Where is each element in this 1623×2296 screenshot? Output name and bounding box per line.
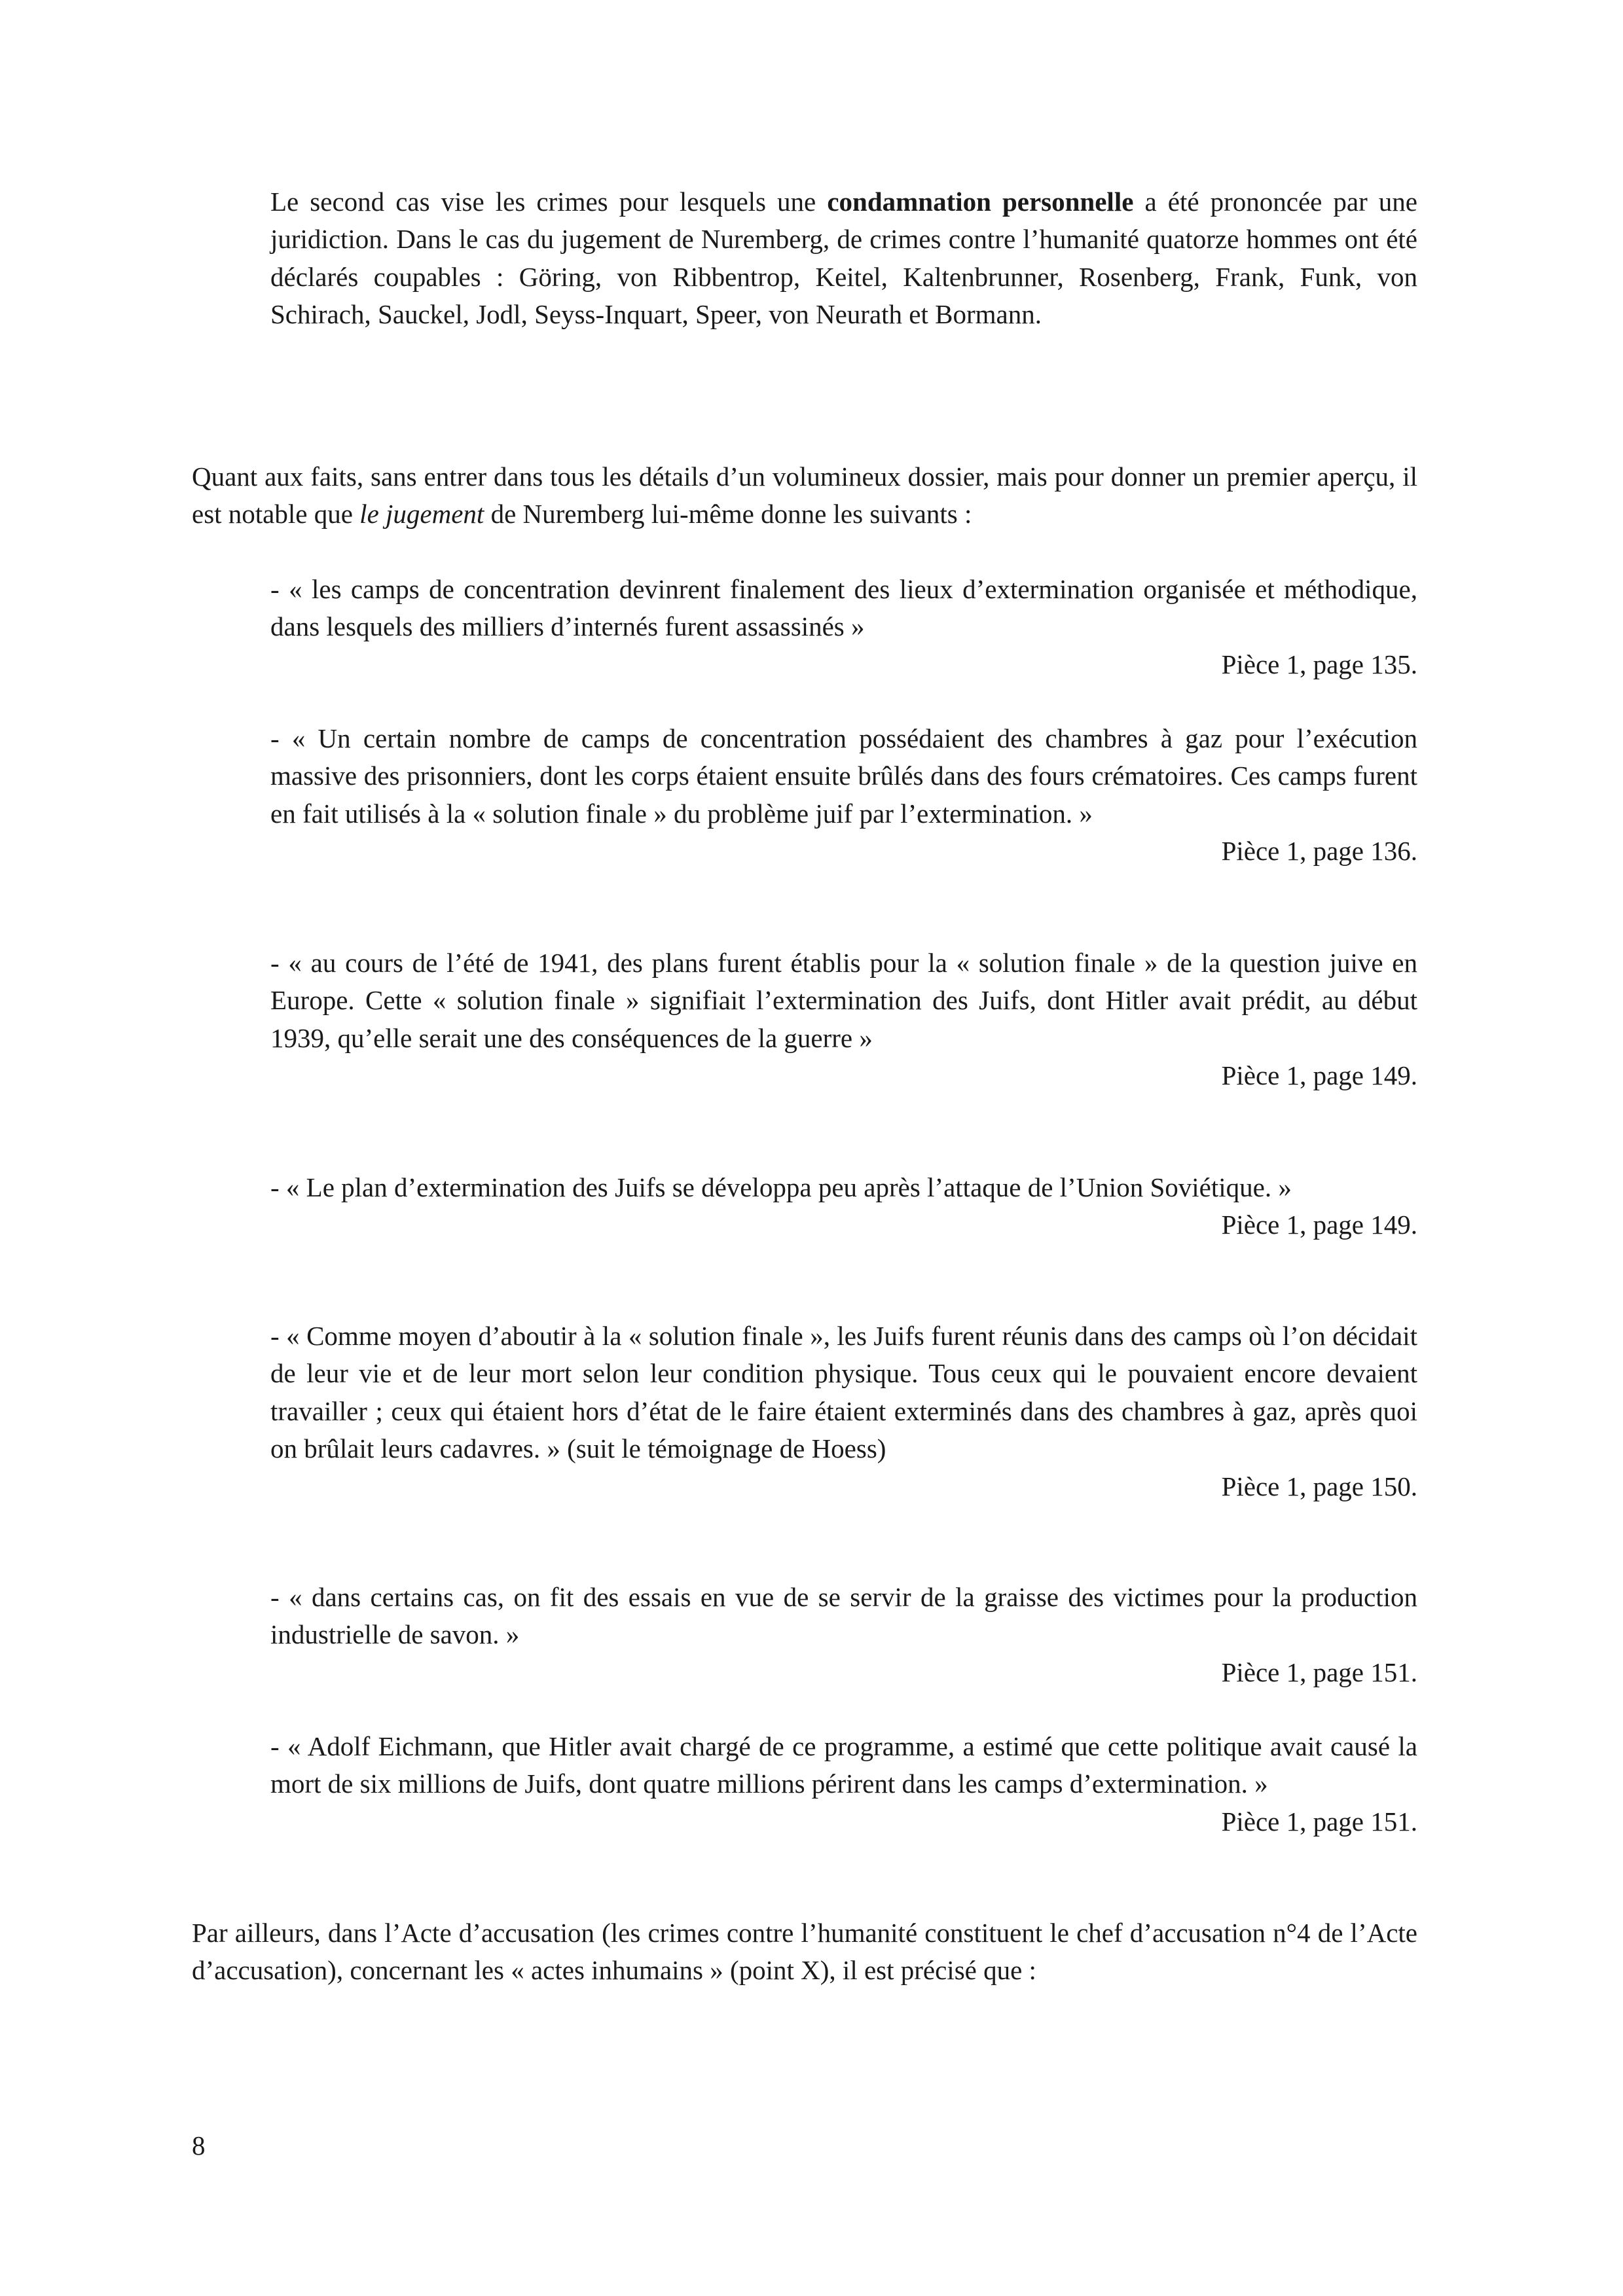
quote-block-4 (270, 1169, 1417, 1244)
quote-block-1 (270, 571, 1417, 683)
quote-text: - « dans certains cas, on fit des essais en vue de se servir de la graisse des victimes pour la production industrielle de savon. » (270, 1582, 1417, 1650)
quote-text: - « au cours de l’été de 1941, des plans furent établis pour la « solution finale » de la question juive en Europe. Cette « solution finale » signifiait l’extermination des Juifs, dont Hitler avait prédit, au début 1939, qu’elle serait une des conséquences de la guerre » (270, 948, 1417, 1053)
quote-reference: Pièce 1, page 149. (1221, 1060, 1417, 1091)
quote-reference: Pièce 1, page 135. (1221, 649, 1417, 679)
closing-paragraph: Par ailleurs, dans l’Acte d’accusation (les crimes contre l’humanité constituent le chef d’accusation n°4 de l’Acte d’accusation), concernant les « actes inhumains » (point X), il est précisé que : (192, 1918, 1417, 1986)
quote-block-5 (270, 1318, 1417, 1505)
quote-reference: Pièce 1, page 149. (1221, 1210, 1417, 1240)
quote-text: - « les camps de concentration devinrent finalement des lieux d’extermination organisée et méthodique, dans lesquels des milliers d’internés furent assassinés » (270, 574, 1417, 642)
quote-block-7 (270, 1728, 1417, 1840)
intro-bold-term: condamnation personnelle (827, 187, 1134, 217)
quote-reference: Pièce 1, page 150. (1221, 1471, 1417, 1501)
facts-italic-term: le jugement (359, 499, 484, 529)
page-number: 8 (192, 2130, 206, 2161)
quote-text: - « Un certain nombre de camps de concentration possédaient des chambres à gaz pour l’exécution massive des prisonniers, dont les corps étaient ensuite brûlés dans des fours crématoires. Ces camps furent en fait utilisés à la « solution finale » du problème juif par l’extermination. » (270, 723, 1417, 829)
quote-block-2 (270, 720, 1417, 870)
facts-paragraph (192, 458, 1417, 533)
intro-text-end: a été prononcée par une juridiction. Dans le cas du jugement de Nuremberg, de crimes contre l’humanité quatorze hommes ont été déclarés coupables : Göring, von Ribbentrop, Keitel, Kaltenbrunner, Rosenberg, Frank, Funk, von Schirach, Sauckel, Jodl, Seyss-Inquart, Speer, von Neurath et Bormann. (270, 187, 1418, 330)
quote-text: - « Le plan d’extermination des Juifs se développa peu après l’attaque de l’Union Soviétique. » (270, 1172, 1292, 1202)
quote-text: - « Adolf Eichmann, que Hitler avait chargé de ce programme, a estimé que cette politique avait causé la mort de six millions de Juifs, dont quatre millions périrent dans les camps d’extermination. » (270, 1731, 1417, 1799)
intro-paragraph (270, 183, 1417, 334)
facts-text-start: Quant aux faits, sans entrer dans tous les détails d’un volumineux dossier, mais pour donner un premier aperçu, il est notable que (192, 461, 1417, 529)
quote-block-3 (270, 944, 1417, 1095)
quote-reference: Pièce 1, page 151. (1221, 1657, 1417, 1687)
quote-text: - « Comme moyen d’aboutir à la « solution finale », les Juifs furent réunis dans des camps où l’on décidait de leur vie et de leur mort selon leur condition physique. Tous ceux qui le pouvaient encore devaient travailler ; ceux qui étaient hors d’état de le faire étaient exterminés dans des chambres à gaz, après quoi on brûlait leurs cadavres. » (suit le témoignage de Hoess) (270, 1321, 1417, 1464)
facts-text-end: de Nuremberg lui-même donne les suivants : (484, 499, 972, 529)
quote-reference: Pièce 1, page 151. (1221, 1806, 1417, 1837)
intro-text-start: Le second cas vise les crimes pour lesquels une (270, 187, 828, 217)
quote-block-6 (270, 1579, 1417, 1691)
quote-reference: Pièce 1, page 136. (1221, 836, 1417, 867)
